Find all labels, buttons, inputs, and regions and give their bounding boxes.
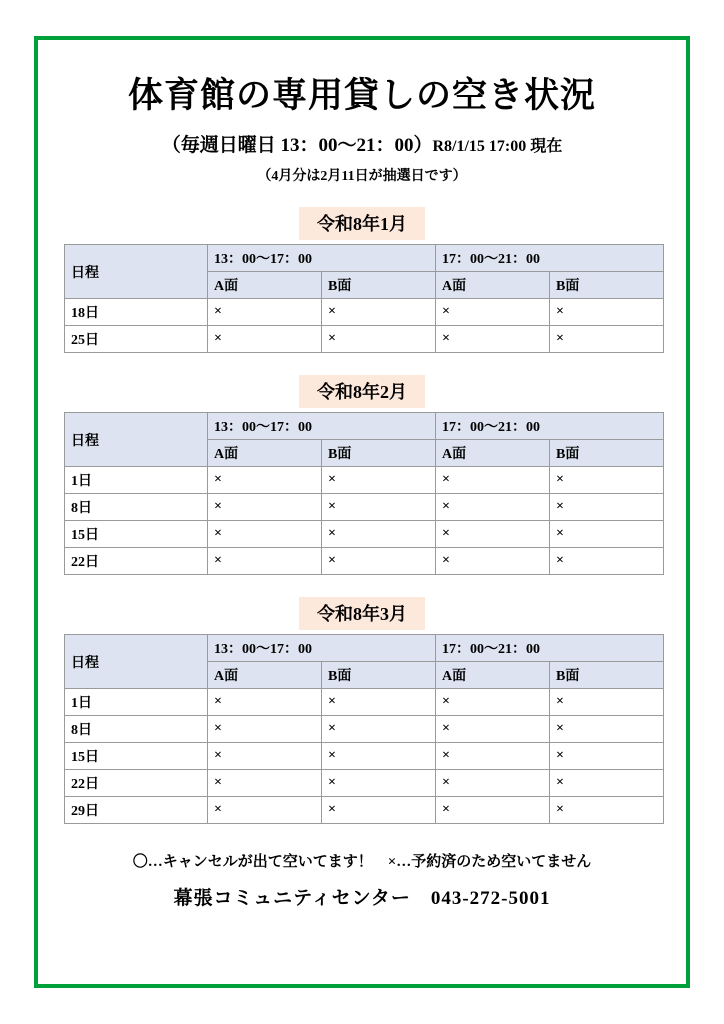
lottery-note: （4月分は2月11日が抽選日です）	[257, 169, 467, 184]
row-date: 8日	[65, 494, 208, 521]
table-row	[65, 716, 664, 743]
month-label: 令和8年2月	[299, 375, 425, 408]
availability-cell: ×	[550, 689, 664, 716]
table-row	[65, 689, 664, 716]
availability-cell: ×	[208, 689, 322, 716]
availability-cell: ×	[322, 299, 436, 326]
col-header-date: 日程	[65, 413, 208, 467]
availability-cell: ×	[436, 467, 550, 494]
poster-frame	[34, 36, 690, 988]
month-block-3	[64, 597, 660, 824]
availability-cell: ×	[550, 716, 664, 743]
availability-cell: ×	[322, 548, 436, 575]
availability-cell: ×	[208, 716, 322, 743]
subtitle-timestamp: R8/1/15 17:00 現在	[432, 138, 563, 155]
availability-cell: ×	[436, 716, 550, 743]
availability-cell: ×	[436, 299, 550, 326]
schedule-table-3	[64, 634, 664, 824]
table-header-row	[65, 635, 664, 662]
month-heading-3	[64, 597, 660, 630]
col-header-slot1-side-b: B面	[322, 662, 436, 689]
row-date: 8日	[65, 716, 208, 743]
col-header-slot2: 17：00〜21：00	[436, 413, 664, 440]
col-header-slot2-side-a: A面	[436, 440, 550, 467]
availability-cell: ×	[208, 743, 322, 770]
row-date: 15日	[65, 743, 208, 770]
availability-cell: ×	[436, 743, 550, 770]
availability-cell: ×	[436, 797, 550, 824]
availability-cell: ×	[550, 770, 664, 797]
col-header-slot1: 13：00〜17：00	[208, 413, 436, 440]
table-row	[65, 743, 664, 770]
month-label: 令和8年1月	[299, 207, 425, 240]
row-date: 22日	[65, 548, 208, 575]
availability-cell: ×	[550, 326, 664, 353]
availability-cell: ×	[208, 299, 322, 326]
availability-cell: ×	[208, 521, 322, 548]
availability-cell: ×	[322, 743, 436, 770]
availability-cell: ×	[208, 770, 322, 797]
availability-cell: ×	[550, 743, 664, 770]
col-header-slot2: 17：00〜21：00	[436, 245, 664, 272]
col-header-slot1: 13：00〜17：00	[208, 635, 436, 662]
row-date: 29日	[65, 797, 208, 824]
table-row	[65, 326, 664, 353]
col-header-slot2-side-b: B面	[550, 272, 664, 299]
col-header-slot2-side-b: B面	[550, 440, 664, 467]
subtitle-main: （毎週日曜日 13：00〜21：00）	[161, 135, 433, 156]
row-date: 1日	[65, 467, 208, 494]
availability-cell: ×	[436, 689, 550, 716]
availability-cell: ×	[436, 770, 550, 797]
row-date: 18日	[65, 299, 208, 326]
row-date: 25日	[65, 326, 208, 353]
col-header-slot2-side-b: B面	[550, 662, 664, 689]
contact-footer: 幕張コミュニティセンター 043-272-5001	[173, 888, 551, 909]
availability-cell: ×	[322, 494, 436, 521]
month-block-2	[64, 375, 660, 575]
col-header-slot1-side-b: B面	[322, 272, 436, 299]
availability-cell: ×	[322, 467, 436, 494]
table-header-row	[65, 413, 664, 440]
schedule-table-2	[64, 412, 664, 575]
table-row	[65, 521, 664, 548]
availability-cell: ×	[436, 548, 550, 575]
legend: 〇…キャンセルが出て空いてます！ ×…予約済のため空いてません	[132, 854, 592, 870]
availability-cell: ×	[550, 548, 664, 575]
row-date: 15日	[65, 521, 208, 548]
availability-cell: ×	[550, 494, 664, 521]
availability-cell: ×	[436, 326, 550, 353]
availability-cell: ×	[322, 770, 436, 797]
availability-cell: ×	[550, 467, 664, 494]
month-heading-2	[64, 375, 660, 408]
availability-cell: ×	[322, 689, 436, 716]
availability-cell: ×	[436, 521, 550, 548]
subtitle	[64, 130, 660, 157]
availability-cell: ×	[322, 716, 436, 743]
availability-cell: ×	[208, 326, 322, 353]
table-row	[65, 494, 664, 521]
table-row	[65, 548, 664, 575]
col-header-slot1-side-a: A面	[208, 662, 322, 689]
table-header-row	[65, 245, 664, 272]
table-row	[65, 467, 664, 494]
table-row	[65, 770, 664, 797]
col-header-slot1-side-a: A面	[208, 272, 322, 299]
page-title: 体育館の専用貸しの空き状況	[127, 76, 596, 115]
availability-cell: ×	[322, 797, 436, 824]
schedule-table-1	[64, 244, 664, 353]
availability-cell: ×	[208, 797, 322, 824]
col-header-slot2: 17：00〜21：00	[436, 635, 664, 662]
availability-cell: ×	[208, 548, 322, 575]
month-heading-1	[64, 207, 660, 240]
availability-cell: ×	[550, 797, 664, 824]
col-header-date: 日程	[65, 635, 208, 689]
row-date: 1日	[65, 689, 208, 716]
availability-cell: ×	[208, 467, 322, 494]
table-row	[65, 299, 664, 326]
availability-cell: ×	[322, 521, 436, 548]
col-header-slot1-side-a: A面	[208, 440, 322, 467]
availability-cell: ×	[208, 494, 322, 521]
col-header-slot2-side-a: A面	[436, 272, 550, 299]
availability-cell: ×	[322, 326, 436, 353]
col-header-slot1: 13：00〜17：00	[208, 245, 436, 272]
availability-cell: ×	[436, 494, 550, 521]
table-row	[65, 797, 664, 824]
col-header-date: 日程	[65, 245, 208, 299]
row-date: 22日	[65, 770, 208, 797]
col-header-slot1-side-b: B面	[322, 440, 436, 467]
col-header-slot2-side-a: A面	[436, 662, 550, 689]
availability-cell: ×	[550, 521, 664, 548]
month-label: 令和8年3月	[299, 597, 425, 630]
availability-cell: ×	[550, 299, 664, 326]
month-block-1	[64, 207, 660, 353]
